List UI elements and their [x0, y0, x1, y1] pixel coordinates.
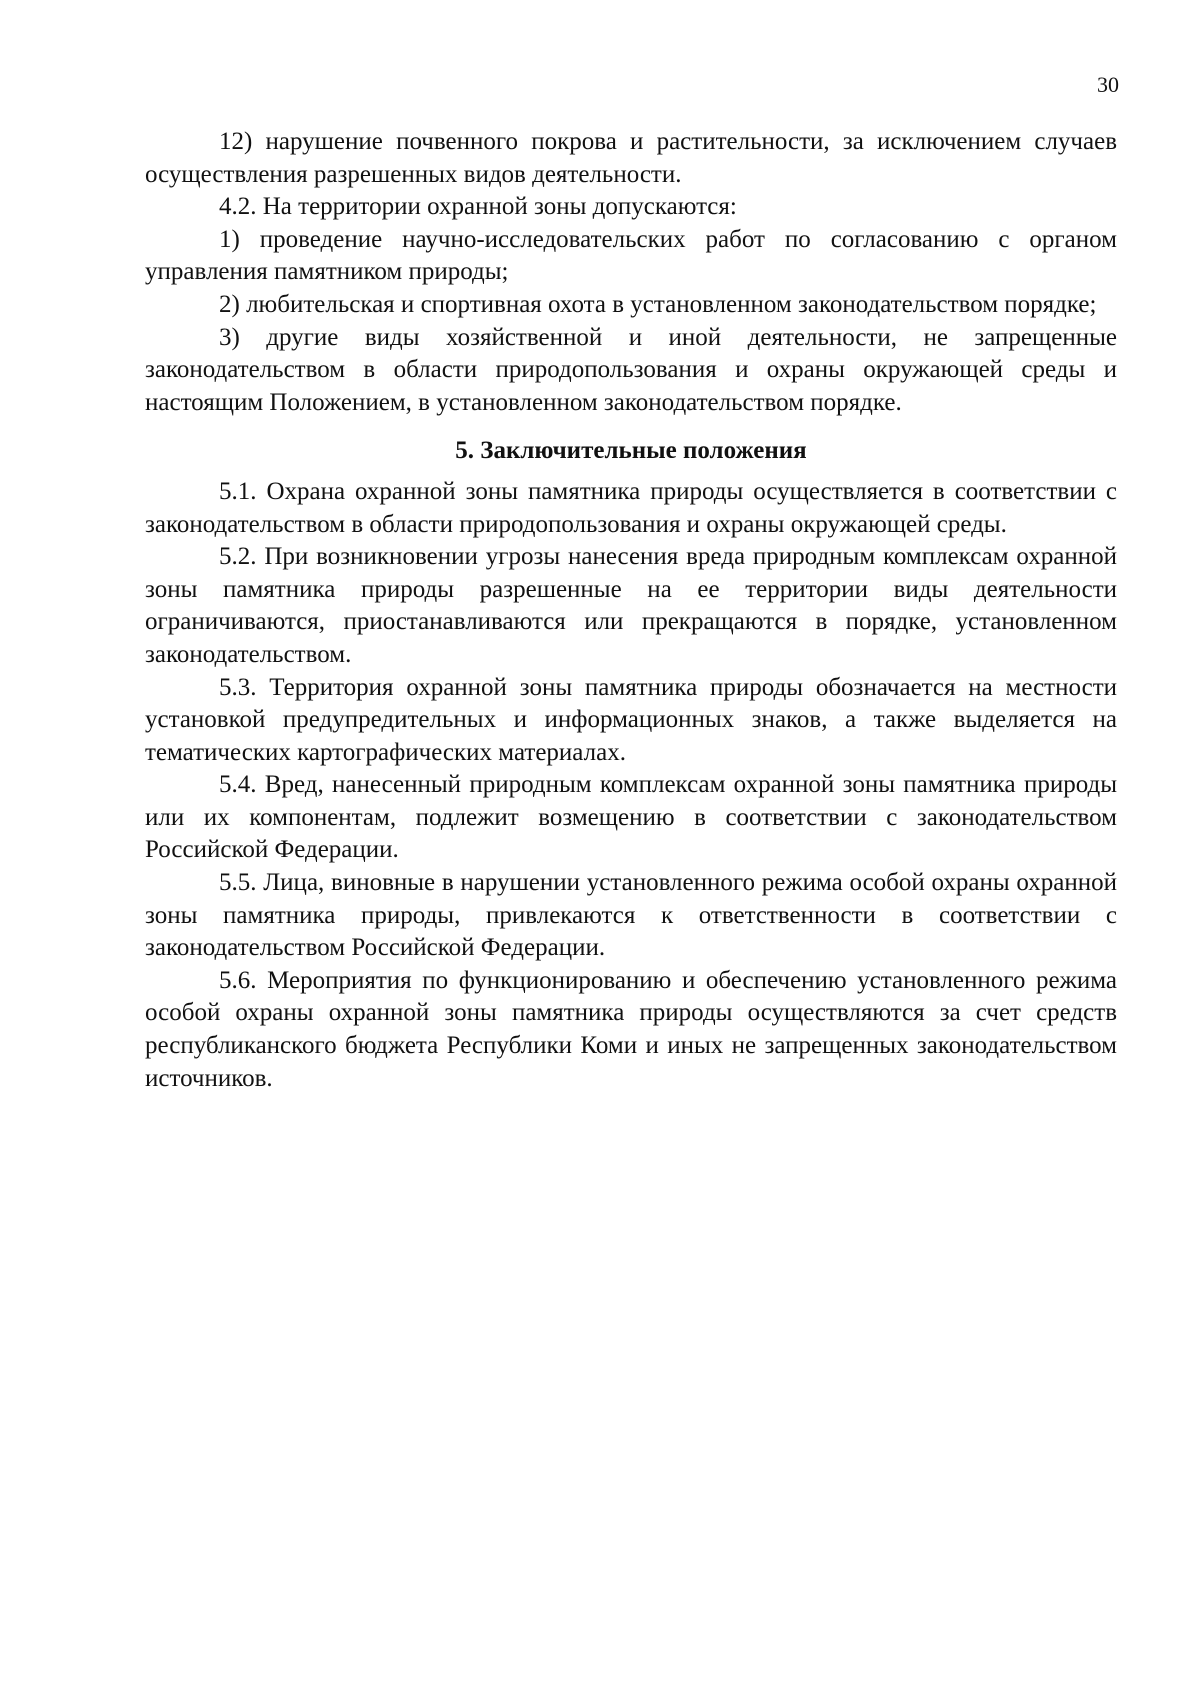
paragraph-5-4: 5.4. Вред, нанесенный природным комплексам охранной зоны памятника природы или их компонентам, подлежит возмещению в соответствии с законодательством Российской Федерации.	[145, 771, 1117, 864]
paragraph-5-6: 5.6. Мероприятия по функционированию и обеспечению установленного режима особой охраны охранной зоны памятника природы осуществляются за счет средств республиканского бюджета Республики Коми и иных не запрещенных законодательством источников.	[145, 966, 1117, 1092]
paragraph-item-3: 3) другие виды хозяйственной и иной деятельности, не запрещенные законодательством в области природопользования и охраны окружающей среды и настоящим Положением, в установленном законодательством порядке.	[145, 323, 1117, 416]
page-number: 30	[1097, 72, 1119, 97]
paragraph-5-3: 5.3. Территория охранной зоны памятника природы обозначается на местности установкой предупредительных и информационных знаков, а также выделяется на тематических картографических материалах.	[145, 673, 1117, 766]
paragraph-5-2: 5.2. При возникновении угрозы нанесения вреда природным комплексам охранной зоны памятника природы разрешенные на ее территории виды деятельности ограничиваются, приостанавливаются или прекращаются в порядке, установленном законодательством.	[145, 543, 1117, 668]
paragraph-item-2: 2) любительская и спортивная охота в установленном законодательством порядке;	[219, 290, 1097, 318]
paragraph-item-12: 12) нарушение почвенного покрова и растительности, за исключением случаев осуществления разрешенных видов деятельности.	[145, 128, 1117, 188]
document-body	[145, 126, 1117, 1095]
paragraph-4-2: 4.2. На территории охранной зоны допускаются:	[219, 193, 737, 221]
paragraph-item-1: 1) проведение научно-исследовательских работ по согласованию с органом управления памятником природы;	[145, 225, 1117, 286]
paragraph-5-1: 5.1. Охрана охранной зоны памятника природы осуществляется в соответствии с законодательством в области природопользования и охраны окружающей среды.	[145, 477, 1117, 538]
section-title: 5. Заключительные положения	[455, 437, 807, 465]
paragraph-5-5: 5.5. Лица, виновные в нарушении установленного режима особой охраны охранной зоны памятника природы, привлекаются к ответственности в соответствии с законодательством Российской Федерации.	[145, 869, 1117, 962]
